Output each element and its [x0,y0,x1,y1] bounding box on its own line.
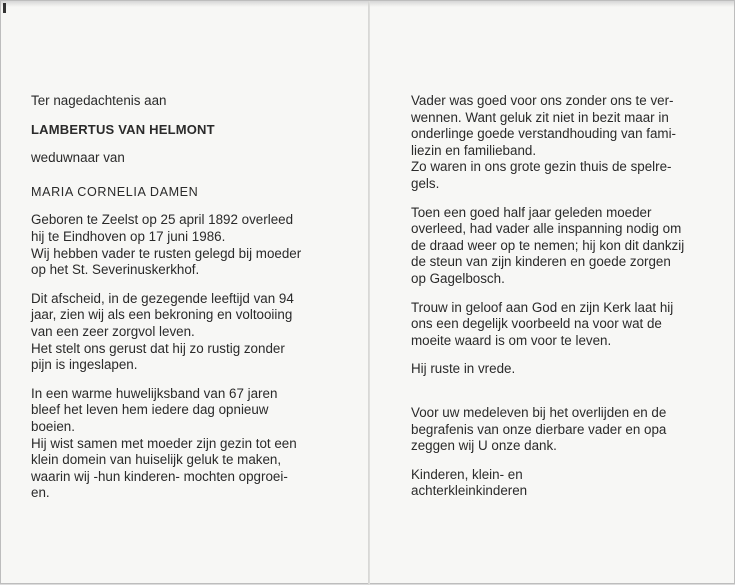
text-line: Voor uw medeleven bij het overlijden en de [411,404,667,420]
farewell-paragraph [31,291,351,374]
text-line: Wij hebben vader te rusten gelegd bij moeder [31,245,302,261]
text-line: jaar, zien wij als een bekroning en voltooiing [31,307,293,323]
text-line: hij te Eindhoven op 17 juni 1986. [31,228,226,244]
center-fold [368,1,370,585]
text-line: gels. [411,175,440,191]
marriage-paragraph [31,386,351,502]
intro-text: Ter nagedachtenis aan [31,93,167,108]
relation-text: weduwnaar van [31,150,125,166]
text-line: Toen een goed half jaar geleden moeder [411,204,652,220]
text-line: pijn is ingeslapen. [31,357,138,373]
text-line: op Gagelbosch. [411,270,505,286]
text-line: zeggen wij U onze dank. [411,438,557,454]
text-line: onderlinge goede verstandhouding van fami- [411,126,677,142]
left-page [31,93,351,502]
text-line: bleef het leven hem iedere dag opnieuw [31,402,269,418]
text-line: boeien. [31,418,75,434]
text-line: op het St. Severinuskerkhof. [31,262,200,278]
mother-passing-paragraph [411,205,709,288]
character-paragraph [411,93,709,193]
text-line: de draad weer op te nemen; hij kon dit dankzij [411,237,685,253]
text-line: ons een degelijk voorbeeld na voor wat de [411,316,662,332]
text-line: wennen. Want geluk zit niet in bezit maar in [411,109,669,125]
text-line: liezin en familieband. [411,142,537,158]
deceased-name: LAMBERTUS VAN HELMONT [31,121,215,137]
text-line: Dit afscheid, in de gezegende leeftijd van 94 [31,290,294,306]
text-line: In een warme huwelijksband van 67 jaren [31,385,278,401]
text-line: de steun van zijn kinderen en goede zorgen [411,254,671,270]
corner-mark [3,3,6,13]
text-line: overleed, had vader alle inspanning nodig om [411,221,682,237]
text-line: van een zeer zorgvol leven. [31,323,195,339]
rest-in-peace: Hij ruste in vrede. [411,361,516,377]
text-line: Trouw in geloof aan God en zijn Kerk laat hij [411,299,674,315]
text-line: Vader was goed voor ons zonder ons te ver- [411,93,674,108]
faith-paragraph [411,300,709,350]
text-line: waarin wij -hun kinderen- mochten opgroei- [31,468,288,484]
text-line: achterkleinkinderen [411,483,528,499]
text-line: Kinderen, klein- en [411,466,523,482]
right-page [411,93,709,500]
text-line: Geboren te Zeelst op 25 april 1892 overleed [31,212,294,228]
text-line: en. [31,485,50,501]
text-line: klein domein van huiselijk geluk te maken, [31,452,282,468]
text-line: moeite waard is om voor te leven. [411,332,612,348]
text-line: Zo waren in ons grote gezin thuis de spelre- [411,159,672,175]
text-line: Het stelt ons gerust dat hij zo rustig zonder [31,340,285,356]
text-line: begrafenis van onze dierbare vader en opa [411,421,667,437]
spouse-name: MARIA CORNELIA DAMEN [31,184,199,199]
signature [411,467,709,500]
thanks-paragraph [411,405,709,455]
text-line: Hij wist samen met moeder zijn gezin tot een [31,435,297,451]
birth-death-paragraph [31,212,351,278]
